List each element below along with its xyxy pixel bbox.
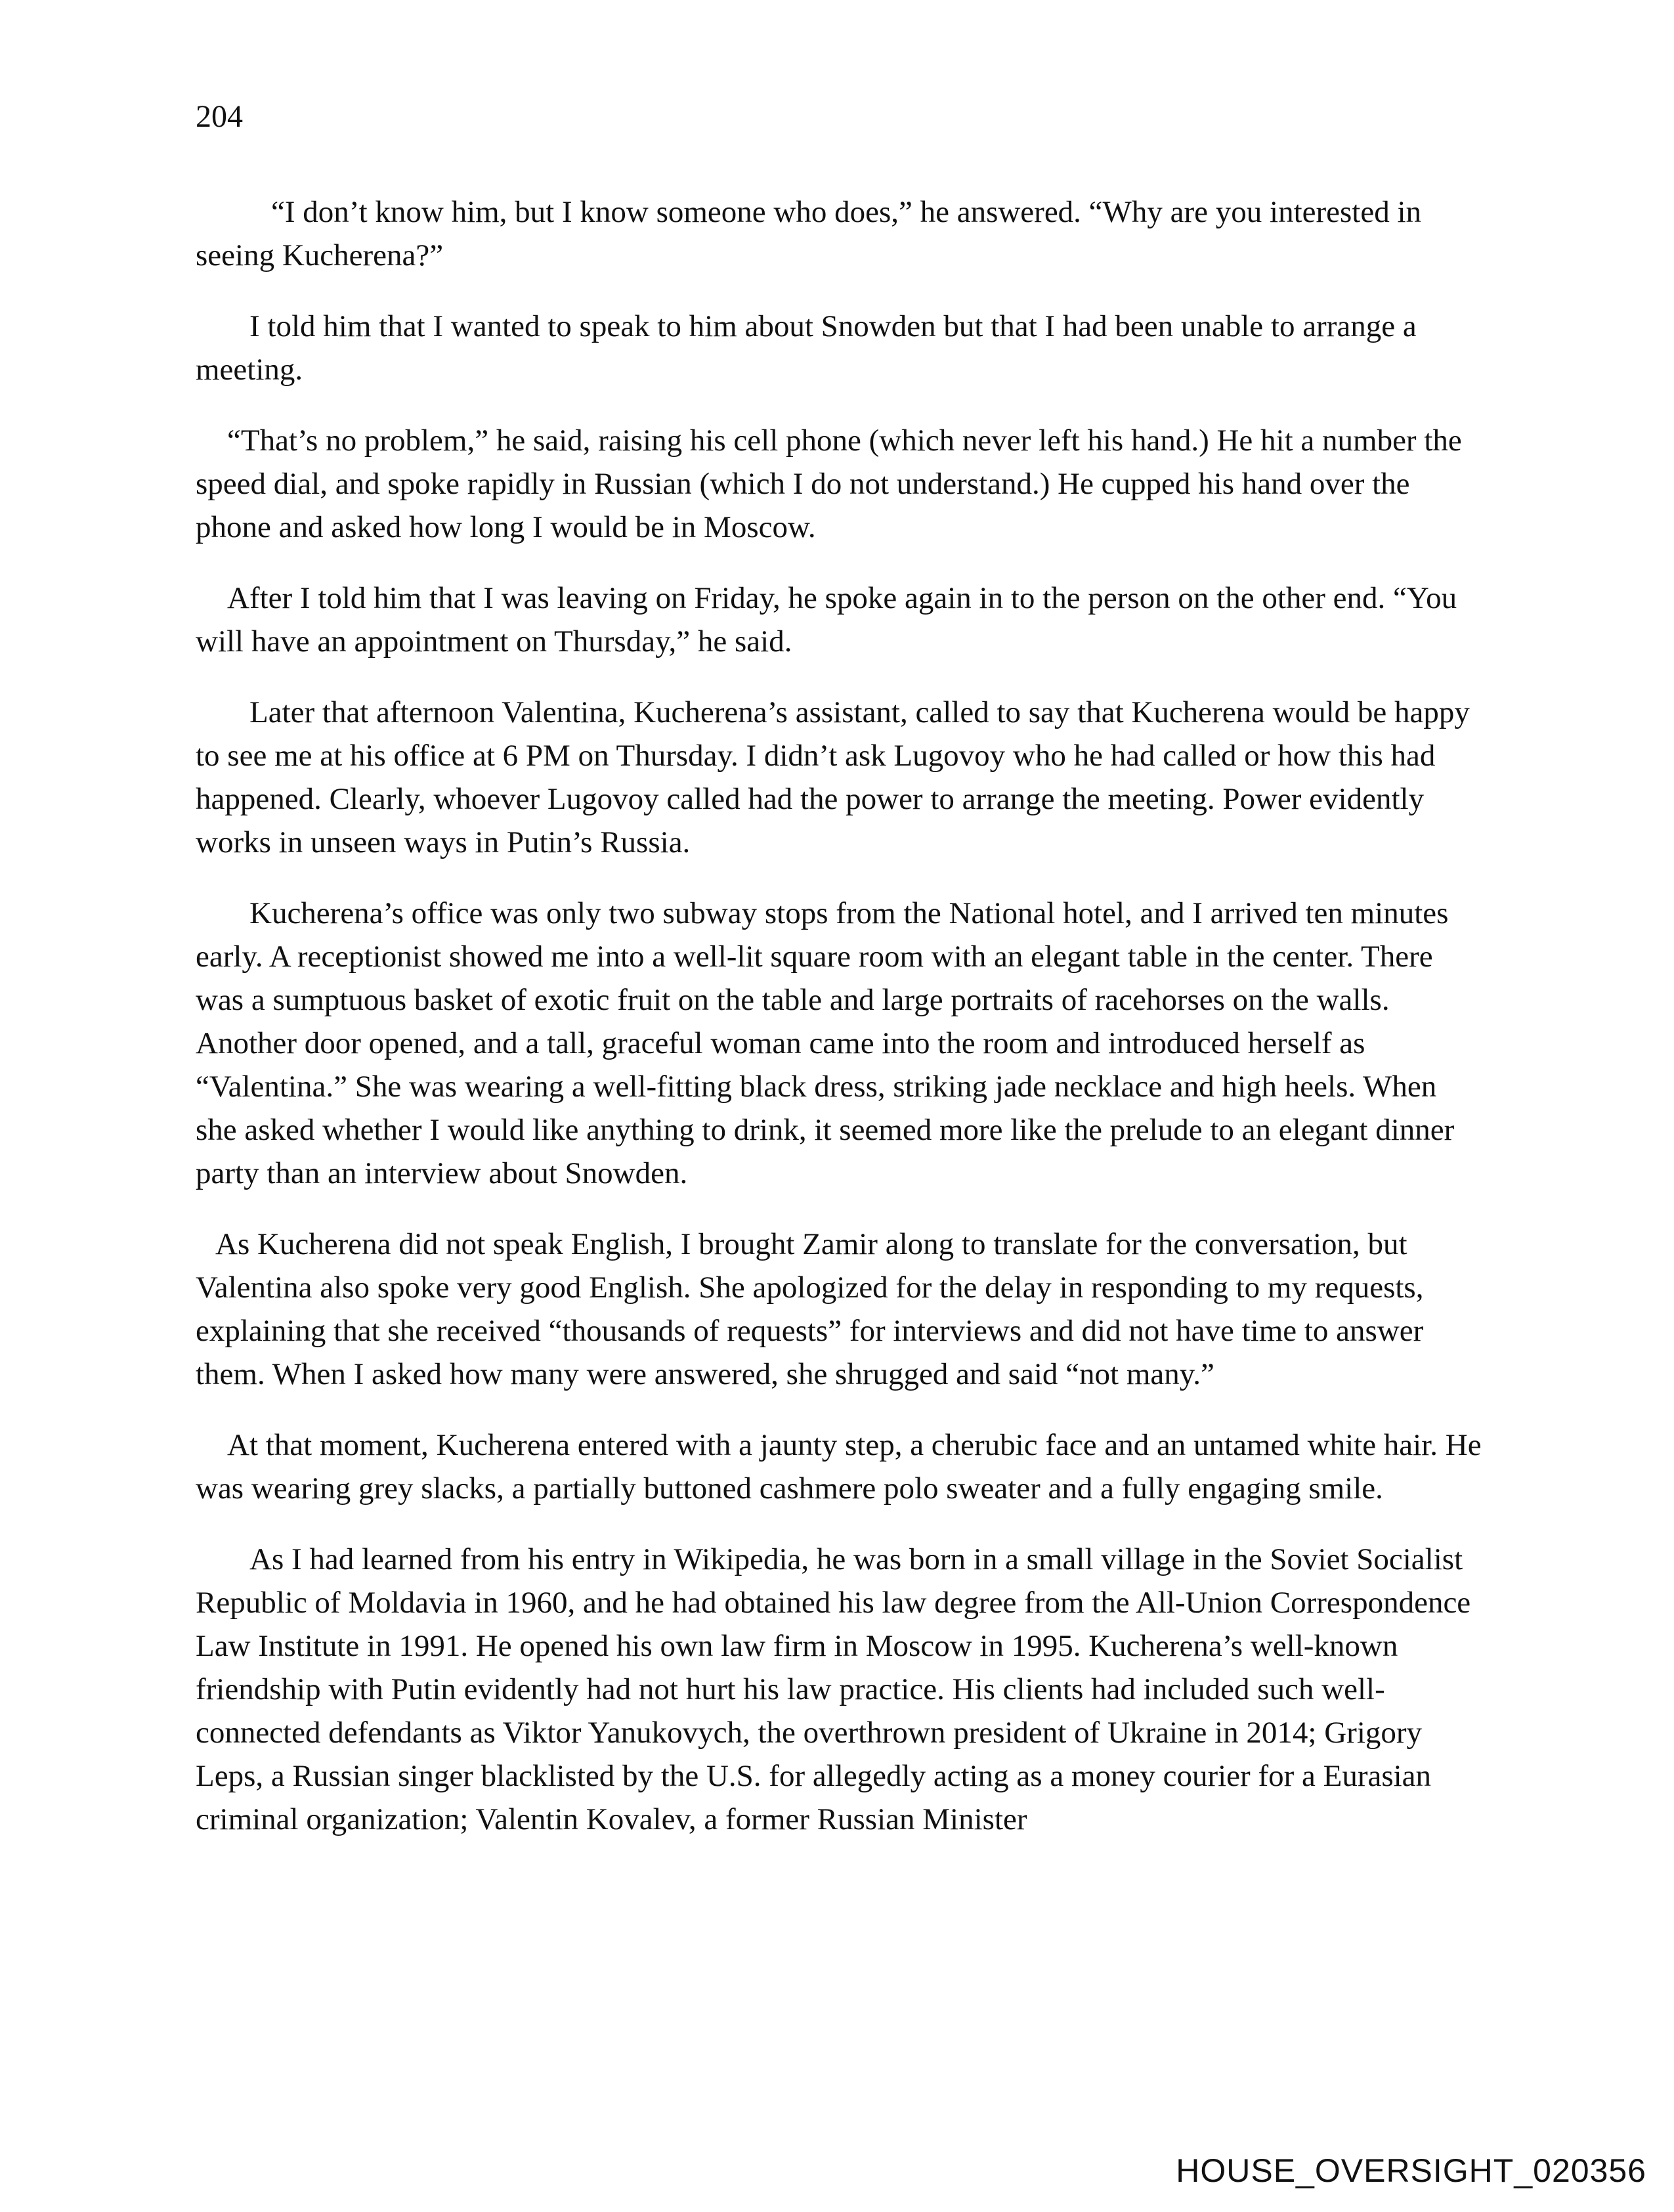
paragraph-1: “I don’t know him, but I know someone who does,” he answered. “Why are you interested in seeing Kucherena?” <box>196 195 1422 272</box>
bates-stamp: HOUSE_OVERSIGHT_020356 <box>1176 2152 1646 2189</box>
paragraph-6: Kucherena’s office was only two subway stops from the National hotel, and I arrived ten minutes early. A receptionist showed me into a well-lit square room with an elegant table in the center. There was a sumptuous basket of exotic fruit on the table and large portraits of racehorses on the walls. Another door opened, and a tall, graceful woman came into the room and introduced herself as “Valentina.” She was wearing a well-fitting black dress, striking jade necklace and high heels. When she asked whether I would like anything to drink, it seemed more like the prelude to an elegant dinner party than an interview about Snowden. <box>196 896 1455 1190</box>
paragraph-3: “That’s no problem,” he said, raising his cell phone (which never left his hand.) He hit a number the speed dial, and spoke rapidly in Russian (which I do not understand.) He cupped his hand over the phone and asked how long I would be in Moscow. <box>196 423 1462 544</box>
paragraph-9: As I had learned from his entry in Wikipedia, he was born in a small village in the Soviet Socialist Republic of Moldavia in 1960, and he had obtained his law degree from the All-Union Correspondence Law Institute in 1991. He opened his own law firm in Moscow in 1995. Kucherena’s well-known friendship with Putin evidently had not hurt his law practice. His clients had included such well-connected defendants as Viktor Yanukovych, the overthrown president of Ukraine in 2014; Grigory Leps, a Russian singer blacklisted by the U.S. for allegedly acting as a money courier for a Eurasian criminal organization; Valentin Kovalev, a former Russian Minister <box>196 1542 1471 1836</box>
page-number: 204 <box>196 99 243 134</box>
paragraph-4: After I told him that I was leaving on Friday, he spoke again in to the person on the other end. “You will have an appointment on Thursday,” he said. <box>196 581 1457 659</box>
paragraph-7: As Kucherena did not speak English, I brought Zamir along to translate for the conversation, but Valentina also spoke very good English. She apologized for the delay in responding to my requests, explaining that she received “thousands of requests” for interviews and did not have time to answer them. When I asked how many were answered, she shrugged and said “not many.” <box>196 1227 1424 1391</box>
body-text <box>196 190 1482 1869</box>
paragraph-5: Later that afternoon Valentina, Kucherena’s assistant, called to say that Kucherena would be happy to see me at his office at 6 PM on Thursday. I didn’t ask Lugovoy who he had called or how this had happened. Clearly, whoever Lugovoy called had the power to arrange the meeting. Power evidently works in unseen ways in Putin’s Russia. <box>196 695 1470 859</box>
paragraph-2: I told him that I wanted to speak to him about Snowden but that I had been unable to arrange a meeting. <box>196 309 1417 387</box>
paragraph-8: At that moment, Kucherena entered with a jaunty step, a cherubic face and an untamed white hair. He was wearing grey slacks, a partially buttoned cashmere polo sweater and a fully engaging smile. <box>196 1428 1482 1506</box>
